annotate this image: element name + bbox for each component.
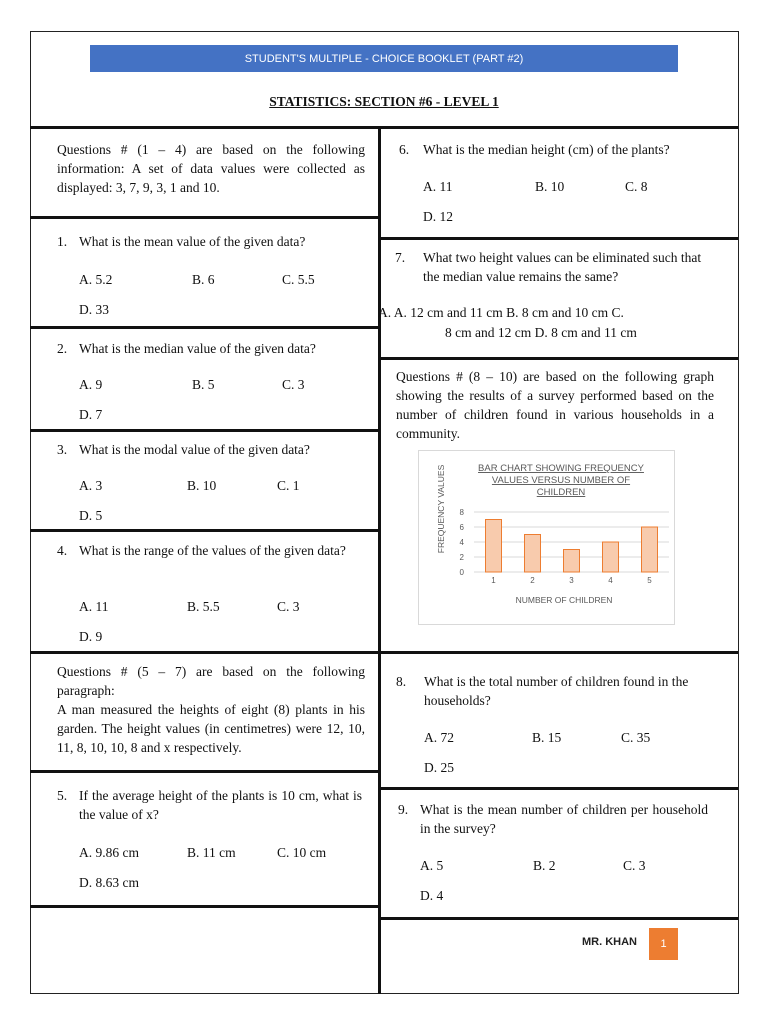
question-number: 9.: [398, 802, 409, 817]
y-axis-label: FREQUENCY VALUES: [436, 464, 446, 554]
question-1-text: What is the mean value of the given data?: [79, 234, 306, 249]
question-number: 5.: [57, 788, 68, 803]
divider: [30, 770, 380, 773]
bar: [642, 527, 658, 572]
page-number: 1: [649, 928, 678, 960]
question-9-option-c[interactable]: C. 3: [623, 858, 646, 873]
bar: [486, 520, 502, 573]
question-1-option-b[interactable]: B. 6: [192, 272, 215, 287]
question-3-option-b[interactable]: B. 10: [187, 478, 217, 493]
question-4-option-a[interactable]: A. 11: [79, 599, 109, 614]
question-5-text: If the average height of the plants is 10 cm, what is the value of x?: [79, 788, 362, 822]
author-name: MR. KHAN: [582, 936, 637, 948]
x-tick-label: 4: [608, 576, 613, 585]
question-7-text: What two height values can be eliminated such that the median value remains the same?: [423, 250, 702, 284]
divider: [380, 787, 738, 790]
question-5-option-c[interactable]: C. 10 cm: [277, 845, 327, 860]
question-9-option-a[interactable]: A. 5: [420, 858, 444, 873]
question-8-option-d[interactable]: D. 25: [424, 760, 454, 775]
page-title: STATISTICS: SECTION #6 - LEVEL 1: [269, 94, 499, 109]
chart-title: BAR CHART SHOWING FREQUENCY: [478, 463, 644, 474]
question-3-option-d[interactable]: D. 5: [79, 508, 103, 523]
divider: [30, 326, 380, 329]
x-tick-label: 3: [569, 576, 574, 585]
question-6-option-a[interactable]: A. 11: [423, 179, 453, 194]
question-4-text: What is the range of the values of the given data?: [79, 543, 346, 558]
bar: [564, 550, 580, 573]
x-tick-label: 5: [647, 576, 652, 585]
divider: [30, 651, 380, 654]
question-number: 8.: [396, 674, 407, 689]
bar: [525, 535, 541, 573]
question-5-option-a[interactable]: A. 9.86 cm: [79, 845, 139, 860]
divider: [380, 651, 738, 654]
header-divider: [30, 126, 738, 129]
question-9-option-b[interactable]: B. 2: [533, 858, 556, 873]
question-4-option-b[interactable]: B. 5.5: [187, 599, 220, 614]
bar-chart: [419, 451, 674, 624]
question-3-option-a[interactable]: A. 3: [79, 478, 103, 493]
question-8-option-c[interactable]: C. 35: [621, 730, 651, 745]
question-6-option-b[interactable]: B. 10: [535, 179, 565, 194]
chart-title: CHILDREN: [536, 487, 586, 498]
column-divider: [378, 126, 381, 994]
question-7-options-line-2[interactable]: 8 cm and 12 cm D. 8 cm and 11 cm: [445, 325, 637, 340]
question-number: 7.: [395, 250, 406, 265]
bar-chart-container: [418, 450, 675, 625]
question-number: 4.: [57, 543, 68, 558]
question-4-option-d[interactable]: D. 9: [79, 629, 103, 644]
divider: [30, 905, 380, 908]
question-2-option-a[interactable]: A. 9: [79, 377, 103, 392]
question-9-text: What is the mean number of children per household in the survey?: [420, 802, 708, 836]
question-5-option-d[interactable]: D. 8.63 cm: [79, 875, 139, 890]
question-6-option-d[interactable]: D. 12: [423, 209, 453, 224]
question-8-text: What is the total number of children found in the households?: [424, 674, 689, 708]
y-tick-label: 2: [459, 553, 464, 562]
question-number: 2.: [57, 341, 68, 356]
question-9-option-d[interactable]: D. 4: [420, 888, 444, 903]
y-tick-label: 4: [459, 538, 464, 547]
question-2-option-d[interactable]: D. 7: [79, 407, 103, 422]
question-1-option-c[interactable]: C. 5.5: [282, 272, 315, 287]
intro-questions-1-4: Questions # (1 – 4) are based on the following information: A set of data values were collected as displayed: 3, 7, 9, 3, 1 and 10.: [57, 142, 365, 195]
x-tick-label: 1: [491, 576, 496, 585]
question-number: 6.: [399, 142, 410, 157]
bar: [603, 542, 619, 572]
question-2-text: What is the median value of the given data?: [79, 341, 316, 356]
divider: [380, 357, 738, 360]
intro-questions-5-7: Questions # (5 – 7) are based on the following paragraph:: [57, 664, 365, 698]
question-2-option-c[interactable]: C. 3: [282, 377, 305, 392]
divider: [30, 429, 380, 432]
question-4-option-c[interactable]: C. 3: [277, 599, 300, 614]
question-8-option-a[interactable]: A. 72: [424, 730, 454, 745]
y-tick-label: 8: [459, 508, 464, 517]
question-5-option-b[interactable]: B. 11 cm: [187, 845, 236, 860]
x-axis-label: NUMBER OF CHILDREN: [515, 595, 613, 605]
question-1-option-a[interactable]: A. 5.2: [79, 272, 113, 287]
divider: [380, 237, 738, 240]
question-8-option-b[interactable]: B. 15: [532, 730, 562, 745]
question-7-options-line-1[interactable]: A. A. 12 cm and 11 cm B. 8 cm and 10 cm C.: [378, 305, 624, 320]
chart-title: VALUES VERSUS NUMBER OF: [491, 475, 631, 486]
question-3-option-c[interactable]: C. 1: [277, 478, 300, 493]
question-1-option-d[interactable]: D. 33: [79, 302, 109, 317]
question-6-text: What is the median height (cm) of the plants?: [423, 142, 670, 157]
divider: [30, 216, 380, 219]
question-6-option-c[interactable]: C. 8: [625, 179, 648, 194]
plant-heights-paragraph: A man measured the heights of eight (8) plants in his garden. The height values (in centimetres) were 12, 10, 11, 8, 10, 10, 8 and x respectively.: [57, 702, 365, 755]
divider: [380, 917, 738, 920]
divider: [30, 529, 380, 532]
x-tick-label: 2: [530, 576, 535, 585]
question-number: 3.: [57, 442, 68, 457]
question-number: 1.: [57, 234, 68, 249]
booklet-banner: STUDENT'S MULTIPLE - CHOICE BOOKLET (PART #2): [90, 45, 678, 72]
question-2-option-b[interactable]: B. 5: [192, 377, 215, 392]
y-tick-label: 0: [459, 568, 464, 577]
question-3-text: What is the modal value of the given data?: [79, 442, 310, 457]
intro-questions-8-10: Questions # (8 – 10) are based on the following graph showing the results of a survey performed based on the number of children found in various households in a community.: [396, 369, 714, 441]
y-tick-label: 6: [459, 523, 464, 532]
